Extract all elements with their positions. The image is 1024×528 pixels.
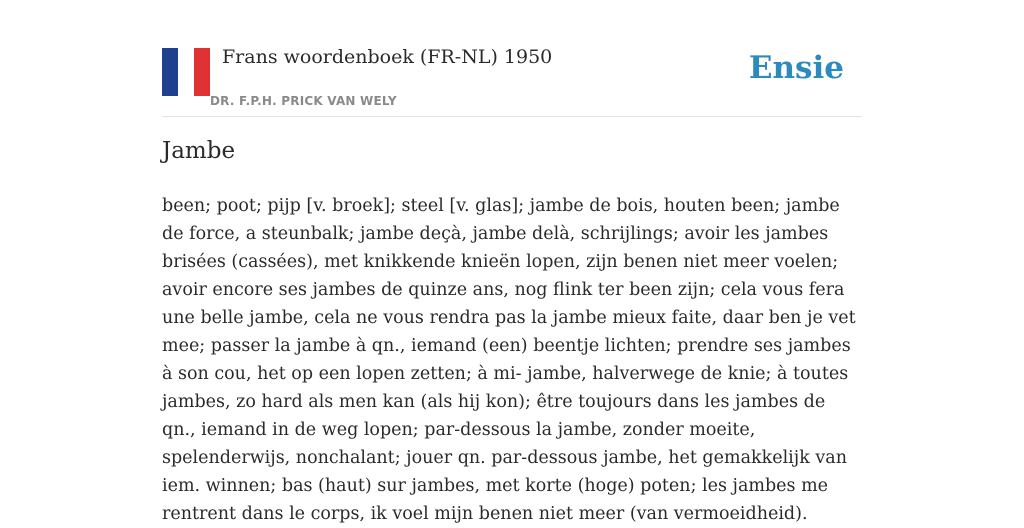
entry-definition: been; poot; pijp [v. broek]; steel [v. glas]; jambe de bois, houten been; jambe de force, a steunbalk; jambe deçà, jambe delà, schrijlings; avoir les jambes brisées (cassées), met knikkende knieën lopen, zijn benen niet meer voelen; avoir encore ses jambes de quinze ans, nog flink ter been zijn; cela vous fera une belle jambe, cela ne vous rendra pas la jambe mieux faite, daar ben je vet mee; passer la jambe à qn., iemand (een) beentje lichten; prendre ses jambes à son cou, het op een lopen zetten; à mi- jambe, halverwege de knie; à toutes jambes, zo hard als men kan (als hij kon); être toujours dans les jambes de qn., iemand in de weg lopen; par-dessous la jambe, zonder moeite, spelenderwijs, nonchalant; jouer qn. par-dessous jambe, het gemakkelijk van iem. winnen; bas (haut) sur jambes, met korte (hoge) poten; les jambes me rentrent dans le corps, ik voel mijn benen niet meer (van vermoeidheid).	[162, 196, 856, 524]
dictionary-author: DR. F.P.H. PRICK VAN WELY	[210, 94, 397, 108]
flag-stripe-blue	[162, 48, 178, 96]
dictionary-title[interactable]: Frans woordenboek (FR-NL) 1950	[222, 46, 553, 68]
dictionary-header	[162, 40, 862, 117]
entry-headword: Jambe	[162, 138, 236, 164]
flag-stripe-white	[178, 48, 194, 96]
flag-stripe-red	[194, 48, 210, 96]
france-flag-icon	[162, 48, 210, 96]
brand-logo[interactable]: Ensie	[748, 50, 844, 86]
